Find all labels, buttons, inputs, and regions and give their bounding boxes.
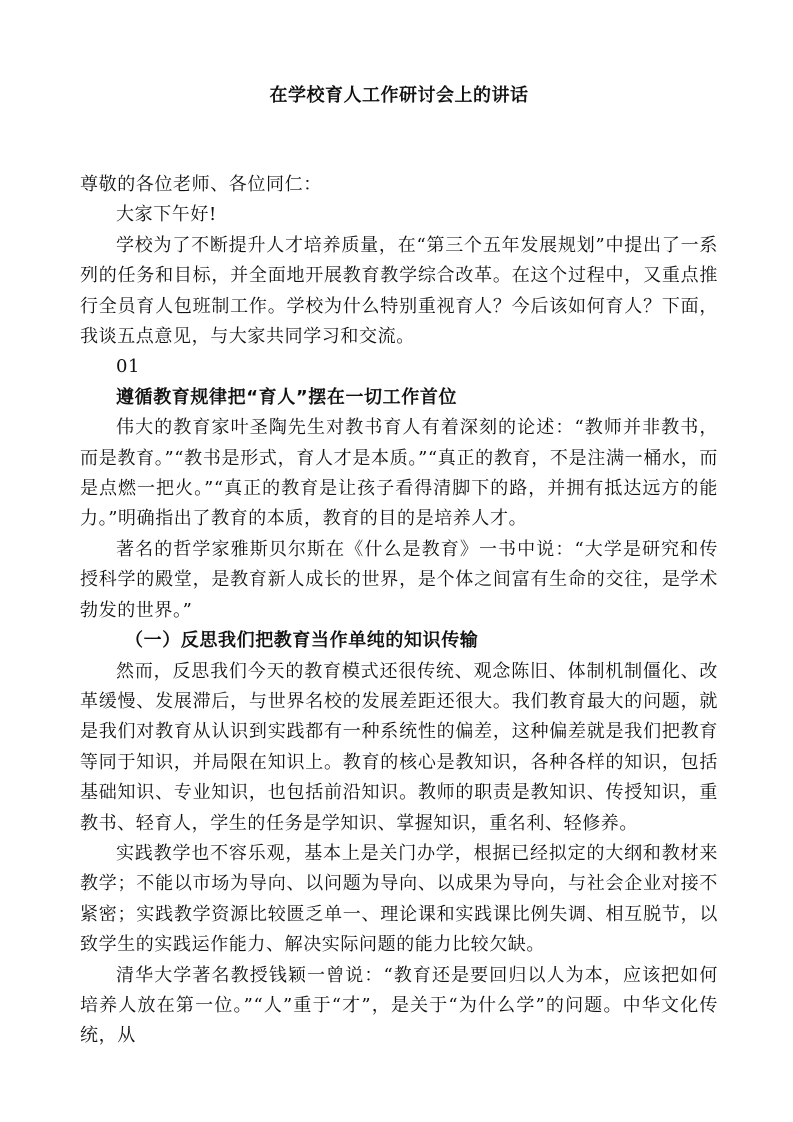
paragraph-2: 著名的哲学家雅斯贝尔斯在《什么是教育》一书中说：“大学是研究和传授科学的殿堂，是教育新人成长的世界，是个体之间富有生命的交往，是学术勃发的世界。” <box>80 538 718 621</box>
paragraph-5: 清华大学著名教授钱颖一曾说：“教育还是要回归以人为本，应该把如何培养人放在第一位。”“人”重于“才”，是关于“为什么学”的问题。中华文化传统，从 <box>80 964 718 1047</box>
paragraph-1: 伟大的教育家叶圣陶先生对教书育人有着深刻的论述：“教师并非教书，而是教育。”“教书是形式，育人才是本质。”“真正的教育，不是注满一桶水，而是点燃一把火。”“真正的教育是让孩子看得清脚下的路，并拥有抵达远方的能力。”明确指出了教育的本质，教育的目的是培养人才。 <box>80 417 718 530</box>
paragraph-3: 然而，反思我们今天的教育模式还很传统、观念陈旧、体制机制僵化、改革缓慢、发展滞后，与世界名校的发展差距还很大。我们教育最大的问题，就是我们对教育从认识到实践都有一种系统性的偏差，这种偏差就是我们把教育等同于知识，并局限在知识上。教育的核心是教知识，各种各样的知识，包括基础知识、专业知识，也包括前沿知识。教师的职责是教知识、传授知识，重教书、轻育人，学生的任务是学知识、掌握知识，重名利、轻修养。 <box>80 660 718 834</box>
intro-paragraph: 学校为了不断提升人才培养质量，在“第三个五年发展规划”中提出了一系列的任务和目标，并全面地开展教育教学综合改革。在这个过程中，又重点推行全员育人包班制工作。学校为什么特别重视育人？今后该如何育人？下面，我谈五点意见，与大家共同学习和交流。 <box>80 234 718 348</box>
greeting: 尊敬的各位老师、各位同仁： <box>80 174 322 195</box>
salutation: 大家下午好! <box>116 204 217 226</box>
subheading: （一）反思我们把教育当作单纯的知识传输 <box>125 630 479 652</box>
section-number: 01 <box>116 356 141 378</box>
section-heading: 遵循教育规律把“育人”摆在一切工作首位 <box>116 386 458 408</box>
document-page <box>80 82 718 1052</box>
document-title: 在学校育人工作研讨会上的讲话 <box>269 85 529 106</box>
paragraph-4: 实践教学也不容乐观，基本上是关门办学，根据已经拟定的大纲和教材来教学；不能以市场为导向、以问题为导向、以成果为导向，与社会企业对接不紧密；实践教学资源比较匮乏单一、理论课和实践课比例失调、相互脱节，以致学生的实践运作能力、解决实际问题的能力比较欠缺。 <box>80 842 718 956</box>
